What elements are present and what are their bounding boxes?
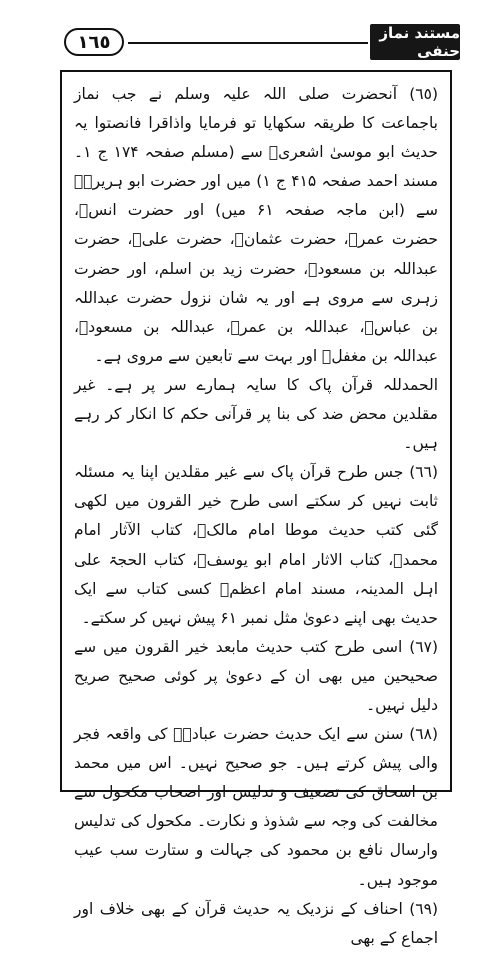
paragraph-69: (٦٩) احناف کے نزدیک یہ حدیث قرآن کے بھی خلاف اور اجماع کے بھی — [74, 899, 438, 947]
paragraph-68: (٦٨) سنن سے ایک حدیث حضرت عبادہؓ کی واقعہ فجر والی پیش کرتے ہیں۔ جو صحیح نہیں۔ اس میں محمد بن اسحاق کی تضعیف و تدلیس اور اصحاب مکحول سے مخالفت کی وجہ سے شذوذ و نکارت۔ مکحول کی تدلیس وارسال نافع بن محمود کی جہالت و ستارت سب عیب موجود ہیں۔ — [74, 725, 438, 889]
page-number-badge: ١٦٥ — [64, 28, 124, 56]
paragraph-65: (٦٥) آنحضرت صلی اللہ علیہ وسلم نے جب نماز باجماعت کا طریقہ سکھایا تو فرمایا واذاقرا فانصتوا یہ حدیث ابو موسیٰ اشعریؓ سے (مسلم صفحہ ۱۷۴ ج ۱۔ مسند احمد صفحہ ۴۱۵ ج ۱) میں اور حضرت ابو ہریرہؓ سے (ابن ماجہ صفحہ ۶۱ میں) اور حضرت انسؓ، حضرت عمرؓ، حضرت عثمانؓ، حضرت علیؓ، حضرت عبداللہ بن مسعودؓ، حضرت زید بن اسلم، اور حضرت زہری سے مروی ہے اور یہ شان نزول حضرت عبداللہ بن عباسؓ، عبداللہ بن عمرؓ، عبداللہ بن مسعودؓ، عبداللہ بن مغفلؓ اور بہت سے تابعین سے مروی ہے۔ — [74, 85, 439, 365]
header-divider — [128, 42, 368, 44]
paragraph-67: (٦٧) اسی طرح کتب حدیث مابعد خیر القرون میں سے صحیحین میں بھی ان کے دعویٰ پر کوئی صحیح صریح دلیل نہیں۔ — [74, 637, 438, 714]
text-frame — [60, 70, 452, 947]
paragraph-66: (٦٦) جس طرح قرآن پاک سے غیر مقلدین اپنا یہ مسئلہ ثابت نہیں کر سکتے اسی طرح خیر القرون میں لکھی گئی کتب حدیث موطا امام مالکؒ، کتاب الآثار امام محمدؒ، کتاب الاثار امام ابو یوسفؒ، کتاب الحجۃ علی اہل المدینہ، مسند امام اعظمؒ کسی کتاب سے ایک حدیث بھی اپنے دعویٰ مثل نمبر ۶۱ پیش نہیں کر سکتے۔ — [74, 463, 438, 627]
page-header — [56, 22, 460, 62]
book-title-banner: مستند نماز حنفی — [370, 24, 460, 60]
paragraph-note: الحمدللہ قرآن پاک کا سایہ ہمارے سر پر ہے۔ غیر مقلدین محض ضد کی بنا پر قرآنی حکم کا انکار کر رہے ہیں۔ — [74, 375, 438, 453]
